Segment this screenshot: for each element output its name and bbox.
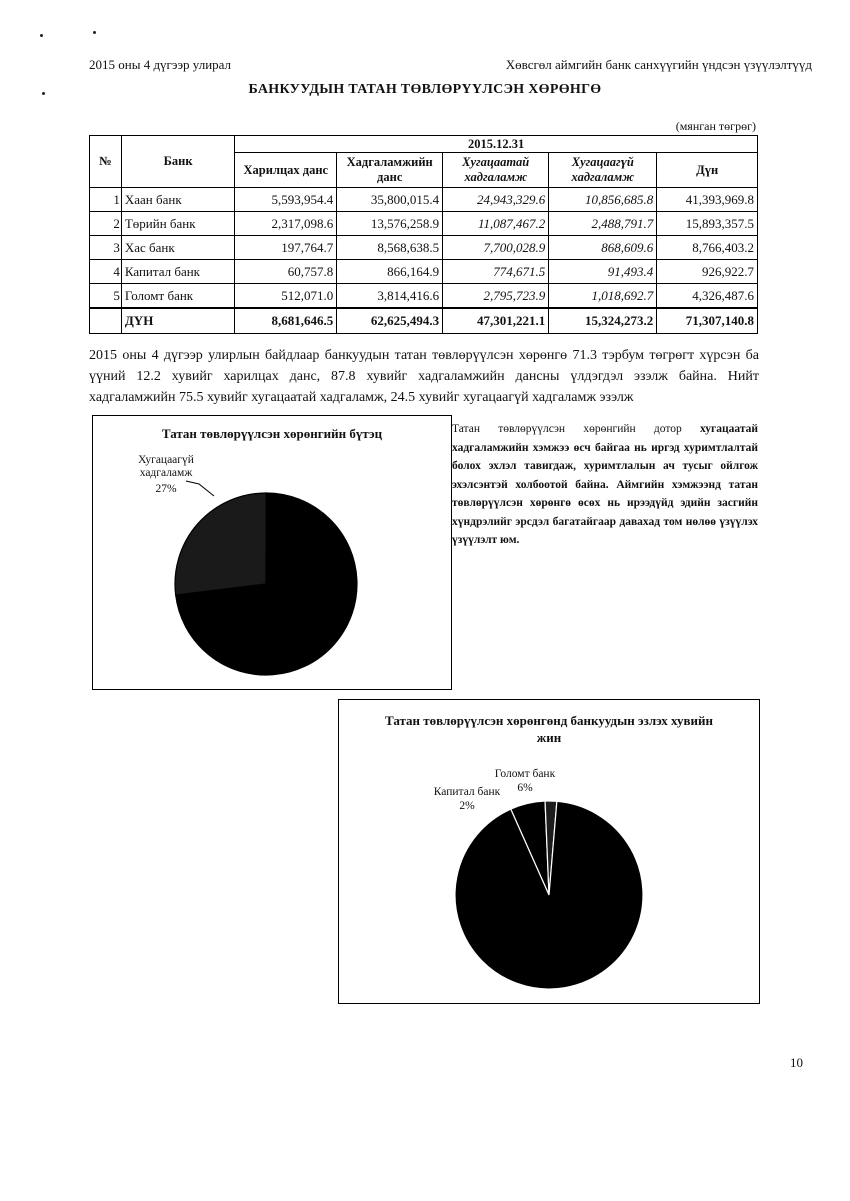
slice-value-label: 2% <box>459 800 475 812</box>
header-right: Хөвсгөл аймгийн банк санхүүгийн үндсэн үзүүлэлтүүд <box>505 57 812 72</box>
deposits-table <box>89 135 758 334</box>
slice-value-label: 6% <box>517 782 533 794</box>
col-header: Дүн <box>657 153 758 188</box>
table-row <box>90 236 758 260</box>
total-cell: 15,324,273.2 <box>549 308 657 334</box>
slice-label: Капитал банк <box>433 786 501 798</box>
cell: 41,393,969.8 <box>657 188 758 212</box>
cell: 774,671.5 <box>443 260 549 284</box>
header-left: 2015 оны 4 дүгээр улирал <box>89 57 232 72</box>
cell: 4,326,487.6 <box>657 284 758 309</box>
scan-speck <box>93 31 96 34</box>
cell: 866,164.9 <box>337 260 443 284</box>
table-row <box>90 284 758 309</box>
cell: 2,488,791.7 <box>549 212 657 236</box>
cell: 60,757.8 <box>235 260 337 284</box>
cell: 197,764.7 <box>235 236 337 260</box>
total-cell: 62,625,494.3 <box>337 308 443 334</box>
col-header: Харилцах данс <box>235 153 337 188</box>
chart-title: Татан төвлөрүүлсэн хөрөнгөнд банкуудын эзлэх хувийн жин <box>384 713 713 745</box>
cell: 91,493.4 <box>549 260 657 284</box>
cell: 8,568,638.5 <box>337 236 443 260</box>
cell: 24,943,329.6 <box>443 188 549 212</box>
cell: 5,593,954.4 <box>235 188 337 212</box>
slice-label: Хугацаагүй хадгаламж <box>138 454 194 479</box>
total-cell: 71,307,140.8 <box>657 308 758 334</box>
cell: 8,766,403.2 <box>657 236 758 260</box>
unit-note: (мянган төгрөг) <box>675 119 756 133</box>
scan-speck <box>40 34 43 37</box>
pie-slice-1 <box>175 493 266 595</box>
total-cell: 8,681,646.5 <box>235 308 337 334</box>
page-title: БАНКУУДЫН ТАТАН ТӨВЛӨРҮҮЛСЭН ХӨРӨНГӨ <box>248 82 602 97</box>
total-cell: 47,301,221.1 <box>443 308 549 334</box>
row-bank: Хаан банк <box>121 188 234 212</box>
row-bank: Төрийн банк <box>121 212 234 236</box>
col-header: Хугацаагүй хадгаламж <box>549 153 657 188</box>
col-header: Хадгаламжийн данс <box>337 153 443 188</box>
total-label: ДҮН <box>121 308 234 334</box>
row-no: 5 <box>90 284 122 309</box>
summary-paragraph: 2015 оны 4 дүгээр улирлын байдлаар банкуудын татан төвлөрүүлсэн хөрөнгө 71.3 тэрбум төгрөгт хүрсэн ба үүний 12.2 хувийг харилцах данс, 87.8 хувийг хадгаламжийн дансны үлдэгдэл эзэлж байна. Нийт хадгаламжийн 75.5 хувийг хугацаатай хадгаламж, 24.5 хувийг хугацаагүй хадгаламж эзэлж <box>89 348 759 405</box>
slice-value-label: 27% <box>155 483 177 495</box>
table-row <box>90 260 758 284</box>
side-text <box>452 420 758 550</box>
col-no-header: № <box>90 136 122 188</box>
cell: 15,893,357.5 <box>657 212 758 236</box>
cell: 1,018,692.7 <box>549 284 657 309</box>
col-header: Хугацаатай хадгаламж <box>443 153 549 188</box>
pie-chart-banks <box>339 700 759 1003</box>
cell: 926,922.7 <box>657 260 758 284</box>
cell: 512,071.0 <box>235 284 337 309</box>
table-row <box>90 188 758 212</box>
structure-chart-frame <box>92 415 452 690</box>
bank-share-chart-frame <box>338 699 760 1004</box>
cell: 3,814,416.6 <box>337 284 443 309</box>
cell: 13,576,258.9 <box>337 212 443 236</box>
cell: 868,609.6 <box>549 236 657 260</box>
side-text-bold: хугацаатай хадгаламжийн хэмжээ өсч байгаа нь иргэд хуримтлалтай болох эхлэл тавигдаж, хуримтлалын ач тусыг ойлгож эхэлсэнтэй холбоотой байна. Аймгийн хэмжээнд татан төвлөрүүлсэн хөрөнгө өсөх нь ирээдүйд эдийн засгийн хүндрэлийг эрсдэл багатайгаар давахад том нөлөө үзүүлэх үзүүлэлт юм. <box>452 423 758 546</box>
date-header: 2015.12.31 <box>235 136 758 153</box>
slice-label: Голомт банк <box>494 768 556 780</box>
row-no: 4 <box>90 260 122 284</box>
cell: 10,856,685.8 <box>549 188 657 212</box>
cell: 2,795,723.9 <box>443 284 549 309</box>
cell: 7,700,028.9 <box>443 236 549 260</box>
row-no: 3 <box>90 236 122 260</box>
row-bank: Голомт банк <box>121 284 234 309</box>
row-bank: Хас банк <box>121 236 234 260</box>
page-number: 10 <box>790 1055 803 1070</box>
cell: 11,087,467.2 <box>443 212 549 236</box>
side-text-plain: Татан төвлөрүүлсэн хөрөнгийн дотор <box>452 423 700 435</box>
chart-title: Татан төвлөрүүлсэн хөрөнгийн бүтэц <box>161 426 383 441</box>
cell: 2,317,098.6 <box>235 212 337 236</box>
total-no-cell <box>90 308 122 334</box>
row-bank: Капитал банк <box>121 260 234 284</box>
table-row <box>90 212 758 236</box>
total-row <box>90 308 758 334</box>
col-bank-header: Банк <box>121 136 234 188</box>
cell: 35,800,015.4 <box>337 188 443 212</box>
row-no: 1 <box>90 188 122 212</box>
row-no: 2 <box>90 212 122 236</box>
